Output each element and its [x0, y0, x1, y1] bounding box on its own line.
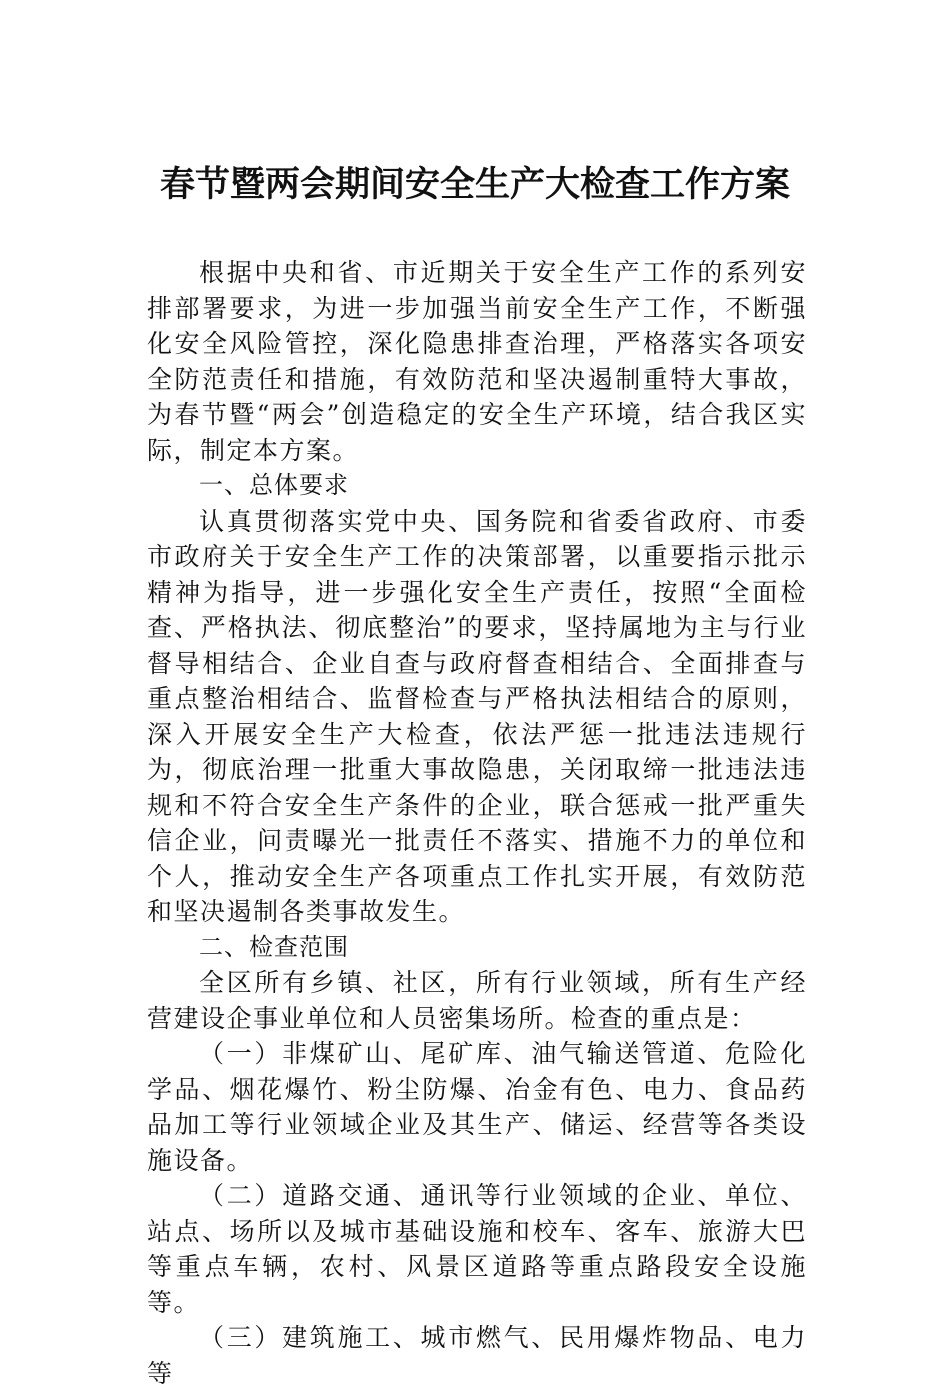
inspection-scope-paragraph: 全区所有乡镇、社区，所有行业领域，所有生产经营建设企事业单位和人员密集场所。检查的重点是： — [147, 968, 807, 1033]
scope-item-1: （一）非煤矿山、尾矿库、油气输送管道、危险化学品、烟花爆竹、粉尘防爆、冶金有色、电力、食品药品加工等行业领域企业及其生产、储运、经营等各类设施设备。 — [147, 1039, 807, 1175]
page-title: 春节暨两会期间安全生产大检查工作方案 — [159, 164, 790, 205]
section-heading-general-requirements: 一、总体要求 — [199, 471, 349, 499]
scope-item-3: （三）建筑施工、城市燃气、民用爆炸物品、电力等 — [147, 1323, 807, 1388]
general-requirements-paragraph: 认真贯彻落实党中央、国务院和省委省政府、市委市政府关于安全生产工作的决策部署，以重要指示批示精神为指导，进一步强化安全生产责任，按照“全面检查、严格执法、彻底整治”的要求，坚持属地为主与行业督导相结合、企业自查与政府督查相结合、全面排查与重点整治相结合、监督检查与严格执法相结合的原则，深入开展安全生产大检查，依法严惩一批违法违规行为，彻底治理一批重大事故隐患，关闭取缔一批违法违规和不符合安全生产条件的企业，联合惩戒一批严重失信企业，问责曝光一批责任不落实、措施不力的单位和个人，推动安全生产各项重点工作扎实开展，有效防范和坚决遏制各类事故发生。 — [147, 506, 807, 926]
document-body — [147, 255, 807, 1391]
scope-item-2: （二）道路交通、通讯等行业领域的企业、单位、站点、场所以及城市基础设施和校车、客车、旅游大巴等重点车辆，农村、风景区道路等重点路段安全设施等。 — [147, 1181, 807, 1317]
intro-paragraph: 根据中央和省、市近期关于安全生产工作的系列安排部署要求，为进一步加强当前安全生产工作，不断强化安全风险管控，深化隐患排查治理，严格落实各项安全防范责任和措施，有效防范和坚决遏制重特大事故，为春节暨“两会”创造稳定的安全生产环境，结合我区实际，制定本方案。 — [147, 258, 807, 465]
section-heading-inspection-scope: 二、检查范围 — [199, 932, 349, 961]
